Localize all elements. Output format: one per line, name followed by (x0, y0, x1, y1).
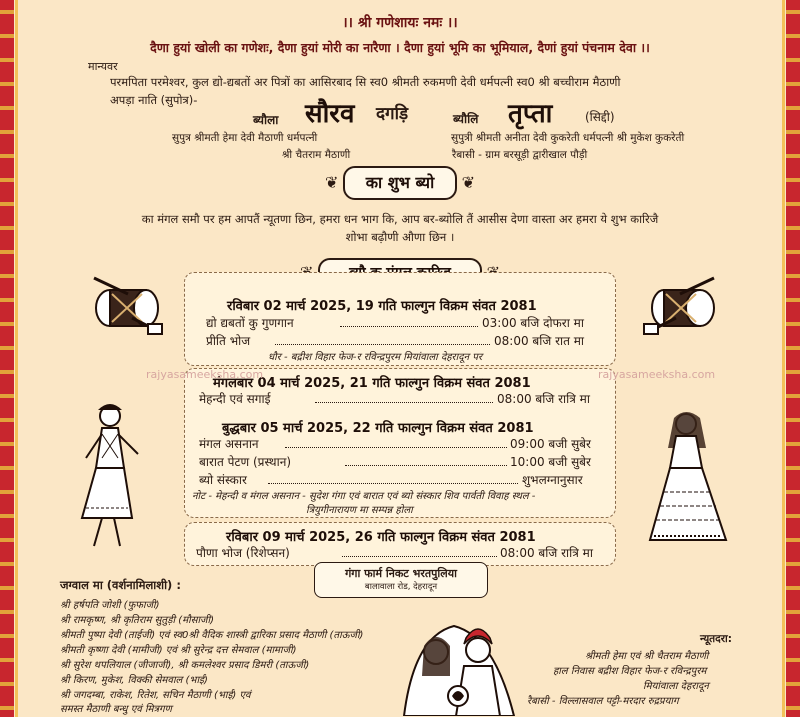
event-4-row-1-time: 08:00 बजि रात्रि मा (500, 546, 593, 560)
dhol-drum-icon (88, 272, 164, 338)
watermark-right: rajyasameeksha.com (598, 368, 716, 381)
couple-illustration-icon (394, 606, 524, 716)
event-2-date: मंगलबार 04 मार्च 2025, 21 गति फाल्गुन विक्रम संवत 2081 (213, 376, 531, 391)
aunties-name: समस्त मैठाणी बन्धु एवं मित्रगण (60, 704, 172, 715)
venue-box (314, 562, 488, 598)
event-1-row-2-time: 08:00 बजि रात मा (494, 334, 585, 348)
event-1-row-1-label: द्यो द्यबतों कु गुणगान (206, 316, 294, 330)
dotted-leader (342, 556, 497, 557)
mantra-line: दैणा हुयां खोली का गणेशः, दैणा हुयां मोरी का नारैणा । दैणा हुयां भूमि का भूमियाल, दैणां हुयां पंचनाम देवा ।। (150, 40, 650, 55)
groom-name: सौरव (305, 99, 355, 129)
left-border (0, 0, 14, 717)
dotted-leader (285, 447, 507, 448)
groom-figure-icon (72, 398, 142, 550)
event-3-row-1-time: 09:00 बजी सुबेर (510, 437, 591, 451)
aunties-name: श्री रामकृष्ण, श्री कृतिराम सुतुड़ी (मौसाजी) (60, 615, 214, 626)
groom-parents-line-1: सुपुत्र श्रीमती हेमा देवी मैठाणी धर्मपत्नी (172, 132, 318, 144)
dotted-leader (345, 465, 507, 466)
bride-name: तृप्ता (508, 99, 553, 129)
aunties-heading: जग्वाल मा (वर्शनामिलाशी) : (60, 578, 181, 592)
venue-line-1: गंगा फार्म निकट भरतपुलिया (345, 567, 457, 580)
invitation-line-1: का मंगल समौ पर हम आपतैं न्यूतणा छिन, हमरा धन भाग कि, आप बर-ब्योलि तैं आसीस देणा वास्ता अर हमरा ये शुभ कारिजै (141, 212, 659, 226)
event-1-row-2-label: प्रीति भोज (206, 334, 251, 348)
event-1-date: रविबार 02 मार्च 2025, 19 गति फाल्गुन विक्रम संवत 2081 (227, 299, 537, 314)
dotted-leader (340, 326, 478, 327)
dotted-leader (315, 402, 493, 403)
bride-parents-line-2: रैबासी - ग्राम बरसूड़ी द्वारीखाल पौड़ी (452, 149, 588, 161)
hosts-line-3: मियांवाला देहरादून (643, 681, 709, 692)
dotted-leader (268, 483, 518, 484)
bride-parents-line-1: सुपुत्री श्रीमती अनीता देवी कुकरेती धर्मपत्नी श्री मुकेश कुकरेती (451, 132, 685, 144)
aunties-name: श्री सुरेश थपलियाल (जीजाजी), श्री कमलेश्वर प्रसाद डिमरी (ताऊजी) (60, 660, 310, 671)
event-3-row-1-label: मंगल असनान (199, 437, 259, 451)
invocation: ।। श्री गणेशायः नमः ।। (342, 15, 458, 31)
hosts-line-4: रैबासी - विल्लासवाल पट्टी-मरदार रुद्रप्रयाग (527, 696, 679, 707)
bride-prefix: ब्यौलि (453, 112, 479, 126)
event-1-row-1-time: 03:00 बजि दोफरा मा (482, 316, 584, 330)
bride-figure-icon (646, 408, 730, 550)
event-3-row-3-time: शुभलग्नानुसार (522, 473, 583, 487)
aunties-name: श्री जगदम्बा, राकेश, रितेश, सचिन मैठाणी (भाई) एवं (60, 690, 251, 701)
watermark-left: rajyasameeksha.com (146, 368, 264, 381)
event-2-row-1-label: मेहन्दी एवं सगाई (199, 392, 271, 406)
shubh-byo-badge: ❦ का शुभ ब्यो ❦ (343, 166, 457, 200)
invitation-line-2: शोभा बढ़ौणी औणा छिन । (345, 230, 455, 244)
event-4-date: रविबार 09 मार्च 2025, 26 गति फाल्गुन विक्रम संवत 2081 (226, 530, 536, 545)
event-3-note-1: नोट - मेहन्दी व मंगल असनान - सुदेश गंगा एवं बारात एवं ब्यो संस्कार शिव पार्वती विवाह स्थल - (192, 491, 536, 502)
event-4-row-1-label: पौणा भोज (रिशेप्सन) (196, 546, 290, 560)
dotted-leader (275, 344, 490, 345)
event-2-row-1-time: 08:00 बजि रात्रि मा (497, 392, 590, 406)
event-3-row-2-time: 10:00 बजी सुबेर (510, 455, 591, 469)
venue-line-2: बालावाला रोड, देहरादून (364, 582, 438, 592)
event-1-venue-note: धौर - बद्रीश विहार फेज-र रविन्द्रपुरम मियांवाला देहरादून पर (268, 352, 483, 363)
groom-parents-line-2: श्री चैतराम मैठाणी (282, 149, 351, 161)
dhol-drum-icon (640, 272, 720, 338)
event-3-row-3-label: ब्यो संस्कार (199, 473, 247, 487)
aunties-name: श्रीमती कृष्णा देवी (मामीजी) एवं श्री सुरेन्द्र दत्त सेमवाल (मामाजी) (60, 645, 297, 656)
aunties-name: श्री हर्षपति जोशी (फुफाजी) (60, 600, 160, 611)
bride-qualifier: (सिद्दी) (585, 110, 615, 124)
intro-line-2: अपड़ा नाति (सुपोत्र)- (110, 93, 198, 107)
groom-prefix: ब्यौला (253, 113, 279, 127)
connector-word: दगड़ि (376, 104, 409, 124)
hosts-line-1: श्रीमती हेमा एवं श्री चैतराम मैठाणी (585, 651, 709, 662)
event-3-date: बुद्धबार 05 मार्च 2025, 22 गति फाल्गुन विक्रम संवत 2081 (222, 421, 534, 436)
right-border (786, 0, 800, 717)
aunties-name: श्रीमती पुष्पा देवी (ताईजी) एवं स्व0श्री वैदिक शास्त्री द्वारिका प्रसाद मैठाणी (ताऊजी) (60, 630, 364, 641)
aunties-name: श्री किरण, मुकेश, विक्की सेमवाल (भाई) (60, 675, 208, 686)
hosts-line-2: हाल निवास बद्रीश विहार फेज-र रविन्द्रपुरम (553, 666, 707, 677)
hosts-heading: न्यूतदरा: (700, 633, 732, 645)
intro-line-1: परमपिता परमेश्वर, कुल द्यो-द्यबतों अर पित्रों का आसिरबाद सि स्व0 श्रीमती रुकमणी देवी धर्मपत्नी स्व0 श्री बच्चीराम मैठाणी (110, 75, 621, 89)
event-3-note-2: त्रियुगीनारायण मा सम्पन्न होला (306, 505, 413, 516)
salutation: मान्यवर (88, 60, 118, 73)
event-3-row-2-label: बारात पेटण (प्रस्थान) (199, 455, 292, 469)
